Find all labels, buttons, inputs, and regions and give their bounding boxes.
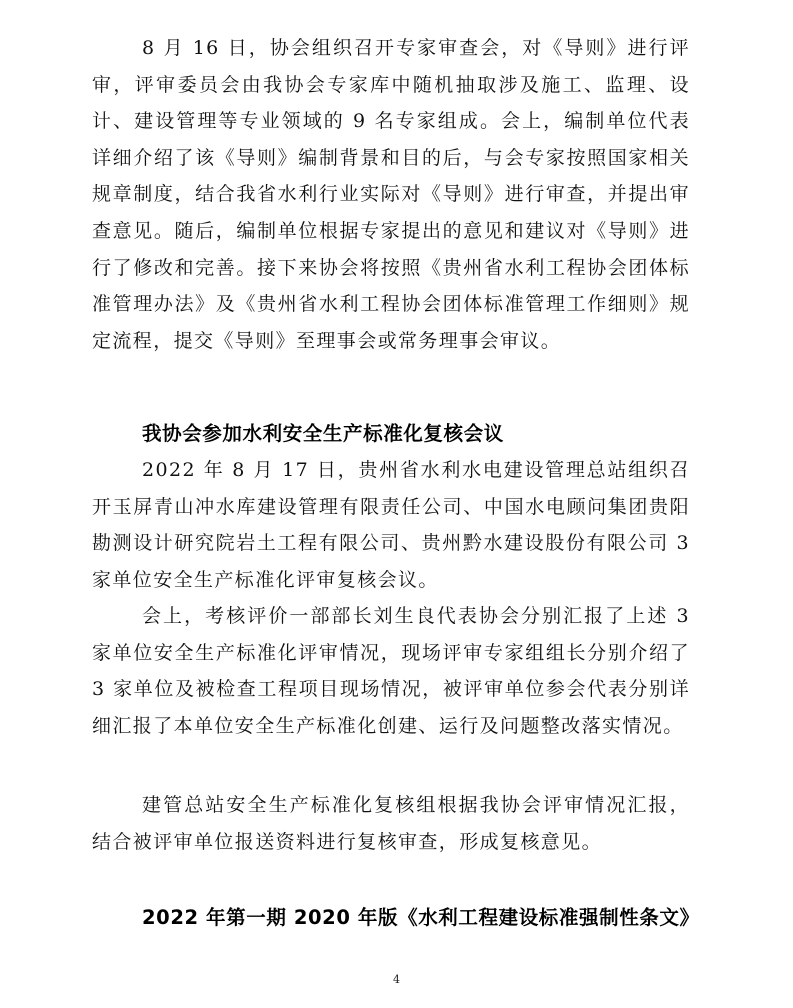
paragraph-review: 8 月 16 日，协会组织召开专家审查会，对《导则》进行评审，评审委员会由我协会专家库中随机抽取涉及施工、监理、设计、建设管理等专业领域的 9 名专家组成。会上，编制单位代表详细介绍了该《导则》编制背景和目的后，与会专家按照国家相关规章制度，结合我省水利行业实际对《导则》进行审查，并提出审查意见。随后，编制单位根据专家提出的意见和建议对《导则》进行了修改和完善。接下来协会将按照《贵州省水利工程协会团体标准管理办法》及《贵州省水利工程协会团体标准管理工作细则》规定流程，提交《导则》至理事会或常务理事会审议。	[92, 37, 690, 352]
section-heading-safety-review: 我协会参加水利安全生产标准化复核会议	[142, 422, 504, 445]
paragraph-report: 会上，考核评价一部部长刘生良代表协会分别汇报了上述 3 家单位安全生产标准化评审情况，现场评审专家组组长分别介绍了 3 家单位及被检查工程项目现场情况，被评审单位参会代表分别详细汇报了本单位安全生产标准化创建、运行及问题整改落实情况。	[92, 605, 690, 737]
paragraph-conclusion: 建管总站安全生产标准化复核组根据我协会评审情况汇报，结合被评审单位报送资料进行复核审查，形成复核意见。	[92, 794, 690, 853]
section-heading-standards: 2022 年第一期 2020 年版《水利工程建设标准强制性条文》	[142, 906, 700, 929]
page-number: 4	[393, 973, 400, 986]
paragraph-meeting: 2022 年 8 月 17 日，贵州省水利水电建设管理总站组织召开玉屏青山冲水库建设管理有限责任公司、中国水电顾问集团贵阳勘测设计研究院岩土工程有限公司、贵州黔水建设股份有限公司 3 家单位安全生产标准化评审复核会议。	[92, 459, 690, 591]
